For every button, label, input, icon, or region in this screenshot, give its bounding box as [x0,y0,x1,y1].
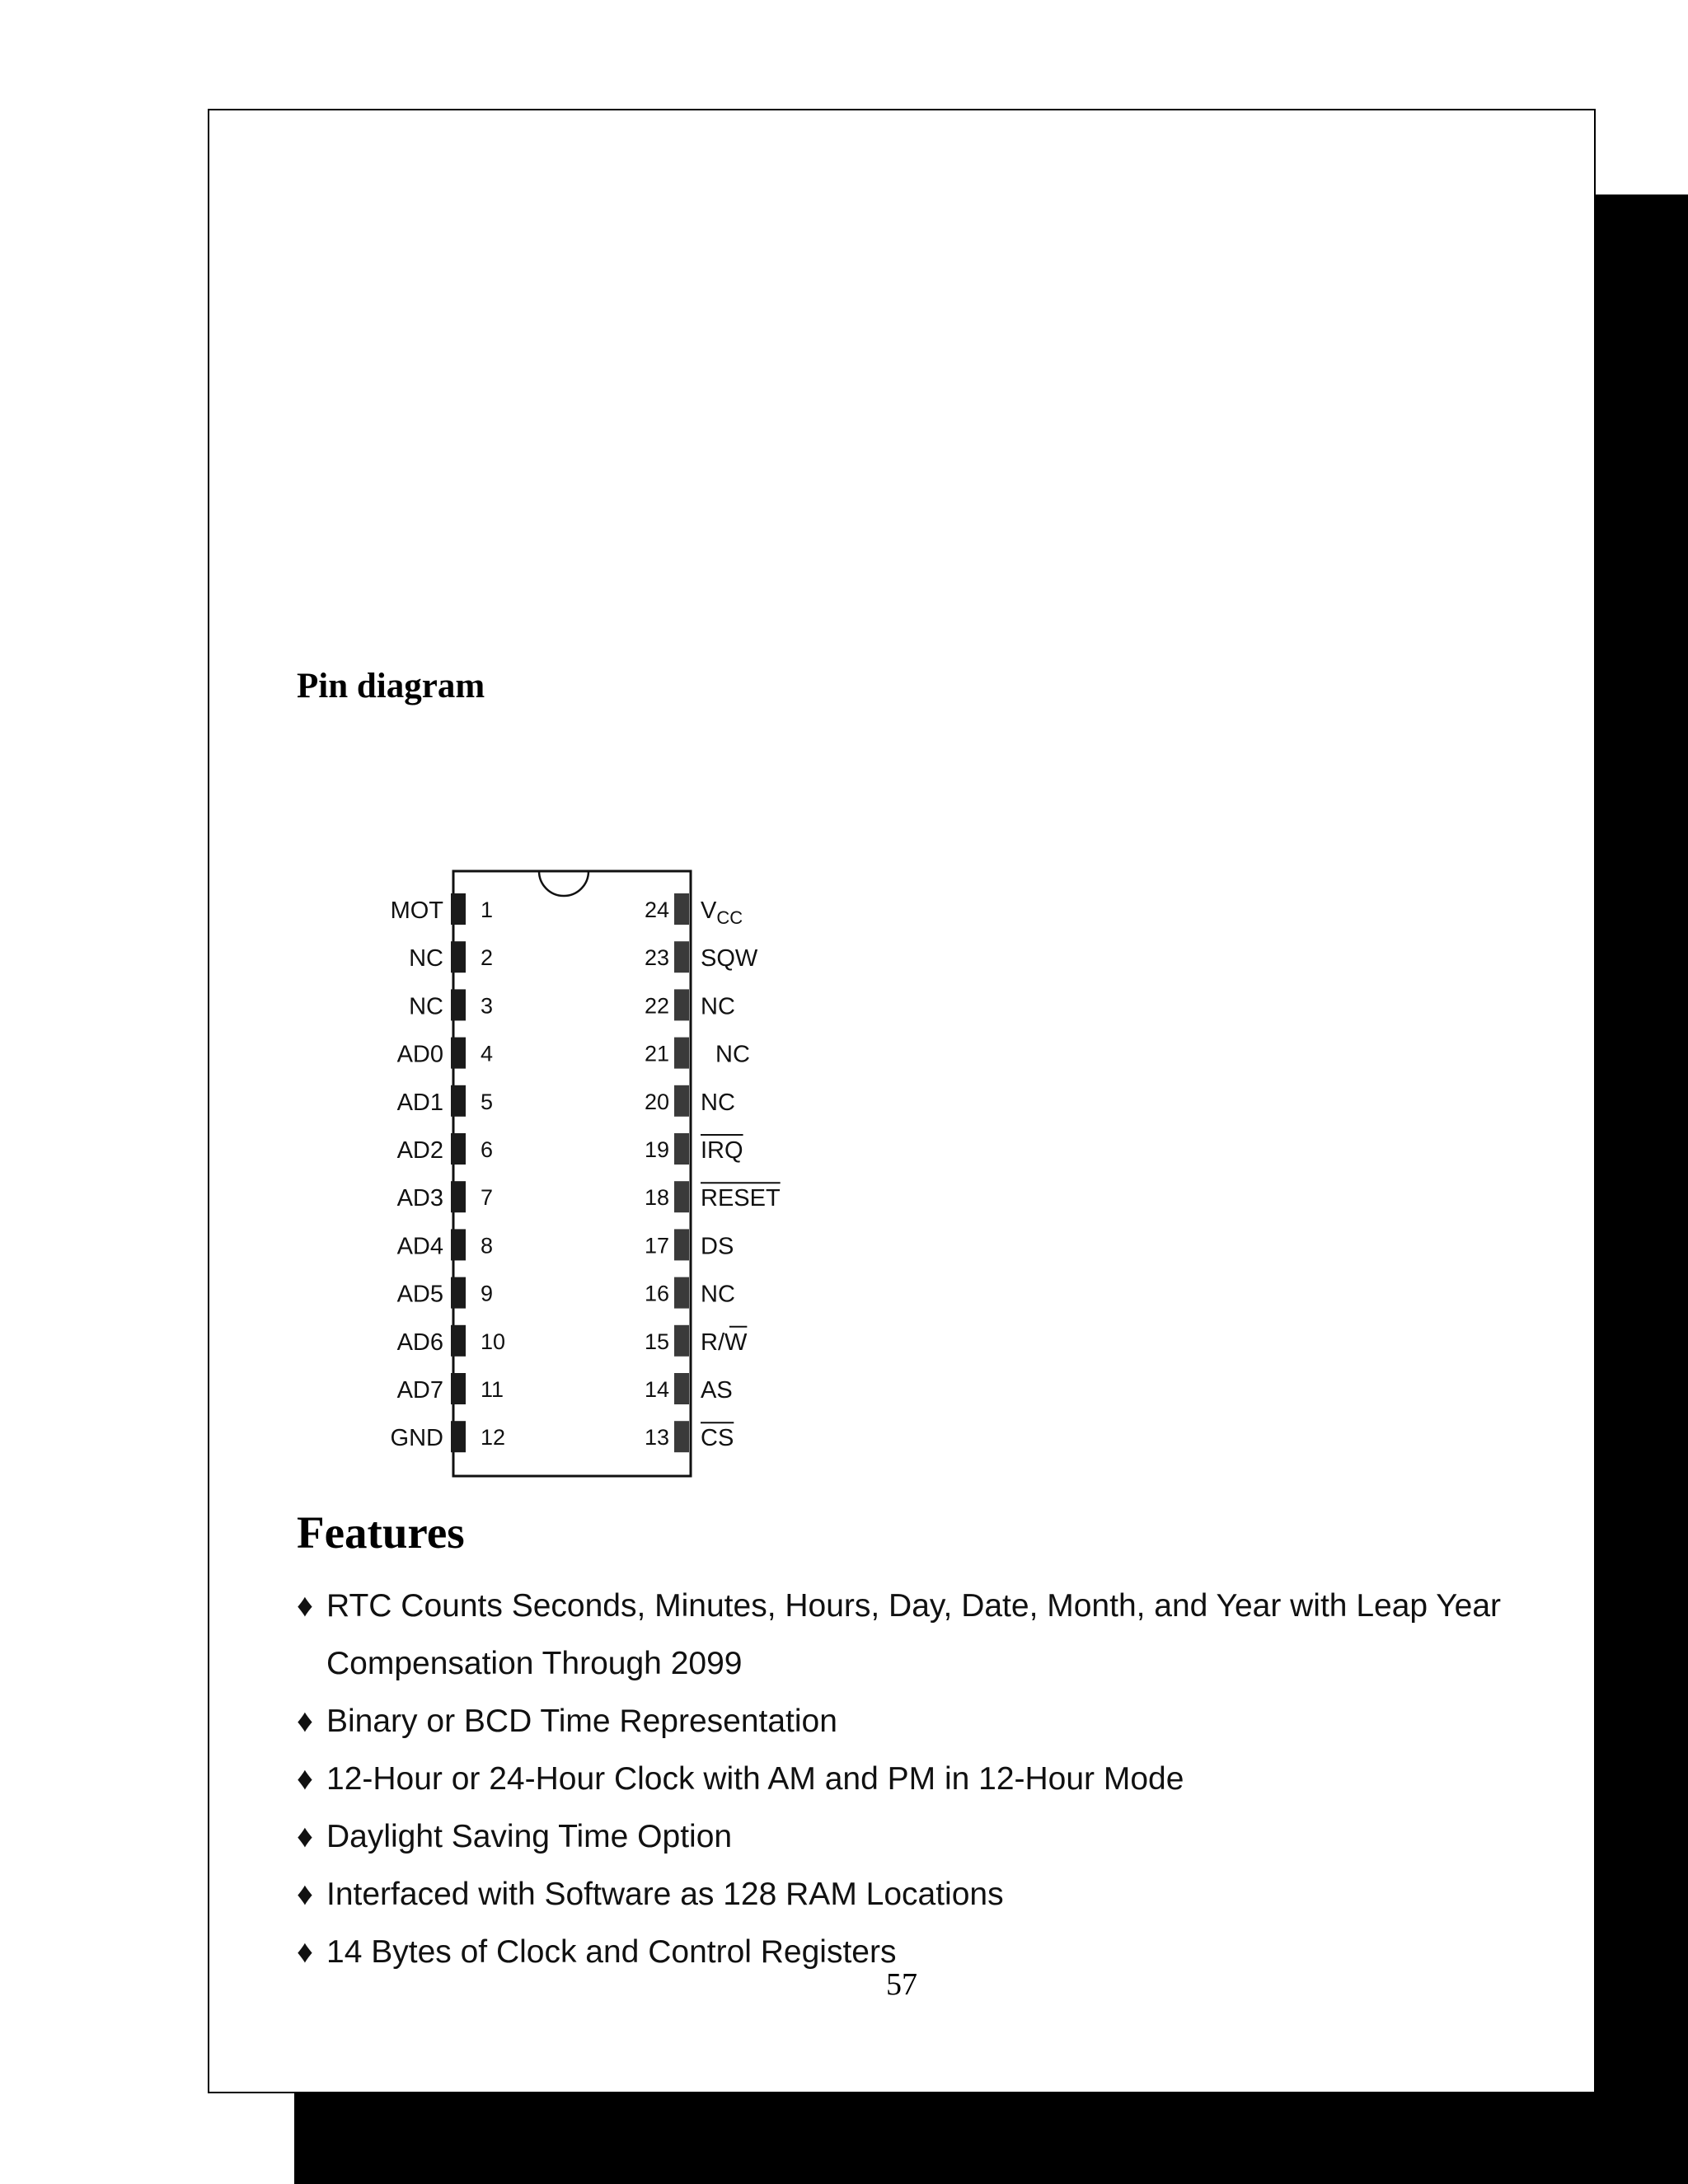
feature-item [297,1808,1550,1866]
right-pin-number: 21 [644,1041,669,1066]
left-pin-label: MOT [390,898,443,924]
right-pin-label: R/W [701,1329,748,1356]
chip-package-diagram [330,766,824,1507]
left-pin-pad [451,1229,466,1260]
feature-text: RTC Counts Seconds, Minutes, Hours, Day, Date, Month, and Year with Leap Year Compensation Through 2099 [326,1588,1502,1681]
right-pin-pad [674,941,689,972]
left-pin-number: 5 [481,1089,494,1114]
left-pin-number: 1 [481,898,494,922]
left-pin-number: 2 [481,945,494,971]
left-pin-label: NC [409,993,443,1020]
right-pin-number: 15 [644,1329,669,1354]
right-pin-label: NC [701,993,735,1020]
pin-diagram [330,766,824,1507]
left-pin-label: AD3 [396,1185,443,1212]
diamond-bullet-icon: ♦ [297,1588,313,1624]
left-pin-pad [451,941,466,972]
page-shadow-bottom [294,2093,1688,2184]
left-pin-label: NC [409,945,443,972]
feature-text: Binary or BCD Time Representation [326,1704,837,1739]
left-pin-number: 9 [481,1281,494,1306]
right-pin-label: CS [701,1425,734,1452]
right-pin-label: SQW [701,945,758,972]
left-pin-pad [451,1181,466,1212]
left-pin-label: AD5 [396,1281,443,1308]
features-heading: Features [297,1507,465,1558]
pin-diagram-title: Pin diagram [297,667,485,705]
left-pin-pad [451,1085,466,1117]
right-pin-number: 17 [644,1233,669,1258]
left-pin-label: AD6 [396,1329,443,1356]
left-pin-pad [451,1133,466,1165]
features-list [297,1577,1550,1981]
right-pin-number: 20 [644,1089,669,1114]
feature-text: Daylight Saving Time Option [326,1819,733,1854]
right-pin-number: 23 [644,945,669,971]
left-pin-pad [451,1421,466,1452]
left-pin-pad [451,1277,466,1309]
left-pin-pad [451,1038,466,1069]
feature-item [297,1750,1550,1808]
right-pin-pad [674,893,689,925]
right-pin-number: 16 [644,1281,669,1306]
right-pin-pad [674,1085,689,1117]
feature-text: 12-Hour or 24-Hour Clock with AM and PM in 12-Hour Mode [326,1761,1184,1797]
page-number: 57 [886,1967,917,2002]
right-pin-label: $V_{CC}$ [701,898,743,928]
left-pin-label: AD1 [396,1089,443,1116]
right-pin-pad [674,989,689,1020]
right-pin-pad [674,1421,689,1452]
feature-item [297,1577,1550,1693]
right-pin-label: DS [701,1233,734,1260]
right-pin-label: RESET [701,1185,781,1212]
left-pin-number: 10 [481,1329,506,1354]
document-page [208,109,1596,2093]
right-pin-number: 22 [644,993,669,1019]
right-pin-number: 18 [644,1185,669,1211]
right-pin-pad [674,1277,689,1309]
right-pin-label: NC [715,1041,750,1068]
right-pin-pad [674,1181,689,1212]
left-pin-pad [451,893,466,925]
right-pin-number: 14 [644,1377,669,1402]
left-pin-label: AD2 [396,1137,443,1164]
right-pin-pad [674,1038,689,1069]
left-pin-label: AD0 [396,1041,443,1068]
right-pin-label: NC [701,1089,735,1116]
left-pin-number: 4 [481,1041,494,1066]
right-pin-label: AS [701,1377,733,1404]
left-pin-number: 7 [481,1185,494,1211]
left-pin-pad [451,989,466,1020]
feature-text: Interfaced with Software as 128 RAM Locations [326,1877,1004,1912]
right-pin-number: 13 [644,1425,669,1451]
left-pin-pad [451,1325,466,1357]
right-pin-number: 24 [644,898,669,922]
right-pin-pad [674,1229,689,1260]
left-pin-number: 6 [481,1137,494,1162]
feature-item [297,1866,1550,1924]
feature-item [297,1693,1550,1750]
left-pin-label: AD4 [396,1233,443,1260]
diamond-bullet-icon: ♦ [297,1819,313,1854]
diamond-bullet-icon: ♦ [297,1704,313,1739]
diamond-bullet-icon: ♦ [297,1934,313,1970]
left-pin-number: 11 [481,1377,504,1402]
right-pin-label: IRQ [701,1137,743,1164]
left-pin-label: AD7 [396,1377,443,1404]
page-shadow-right [1596,194,1688,2184]
right-pin-pad [674,1133,689,1165]
right-pin-number: 19 [644,1137,669,1162]
left-pin-number: 12 [481,1425,506,1451]
right-pin-pad [674,1373,689,1404]
left-pin-label: GND [390,1425,443,1452]
left-pin-number: 8 [481,1233,494,1258]
diamond-bullet-icon: ♦ [297,1761,313,1797]
right-pin-label: NC [701,1281,735,1308]
right-pin-pad [674,1325,689,1357]
right-pin-label-subscript: CC [716,907,743,928]
left-pin-number: 3 [481,993,494,1019]
left-pin-pad [451,1373,466,1404]
diamond-bullet-icon: ♦ [297,1877,313,1912]
feature-text: 14 Bytes of Clock and Control Registers [326,1934,897,1970]
